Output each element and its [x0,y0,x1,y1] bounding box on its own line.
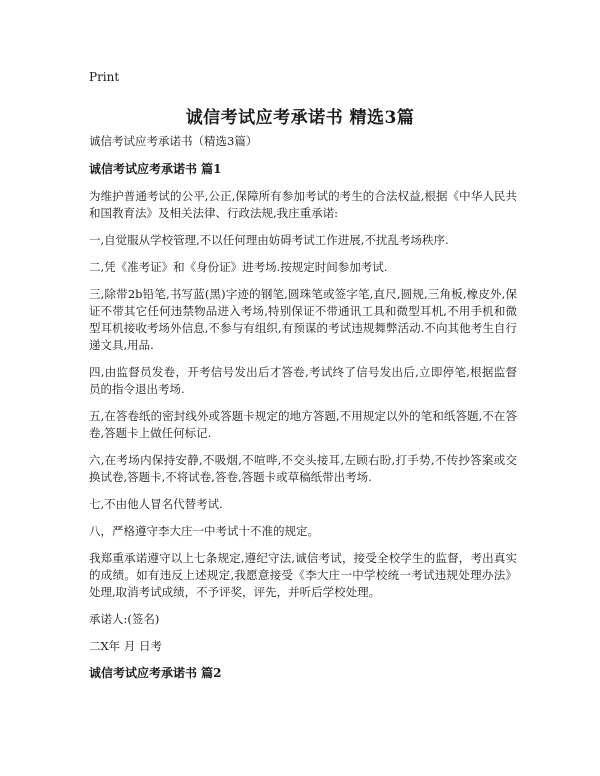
paragraph-rule-3: 三,除带2b铅笔,书写蓝(黑)字迹的钢笔,圆珠笔或签字笔,直尺,圆规,三角板,橡皮外,保证不带其它任何违禁物品进入考场,特别保证不带通讯工具和微型耳机,不用手机和微型耳机接收考场外信息,不参与有组织,有预谋的考试违规舞弊活动.不向其他考生自行递文具,用品. [89,287,517,352]
paragraph-rule-5: 五,在答卷纸的密封线外或答题卡规定的地方答题,不用规定以外的笔和纸答题,不在答卷,答题卡上做任何标记. [89,409,517,440]
page-title: 诚信考试应考承诺书 精选3篇 [185,108,415,128]
paragraph-rule-1: 一,自觉服从学校管理,不以任何理由妨碍考试工作进展,不扰乱考场秩序. [89,233,449,247]
paragraph-rule-2: 二,凭《准考证》和《身份证》进考场.按规定时间参加考试. [89,260,388,274]
paragraph-rule-6: 六,在考场内保持安静,不吸烟,不喧哗,不交头接耳,左顾右盼,打手势,不传抄答案或交换试卷,答题卡,不将试卷,答卷,答题卡或草稿纸带出考场. [89,453,517,484]
paragraph-signature: 承诺人:(签名) [89,612,160,626]
paragraph-date: 二X年 月 日考 [89,639,162,653]
document-subtitle: 诚信考试应考承诺书（精选3篇） [89,134,258,148]
print-link[interactable]: Print [89,70,120,84]
section-heading-1: 诚信考试应考承诺书 篇1 [89,162,222,176]
paragraph-rule-7: 七,不由他人冒名代替考试. [89,497,223,511]
document-body [89,133,517,692]
paragraph-rule-8: 八，严格遵守李大庄一中考试十不准的规定。 [89,524,319,538]
paragraph-pledge: 我郑重承诺遵守以上七条规定,遵纪守法,诚信考试，接受全校学生的监督，考出真实的成绩。如有违反上述规定,我愿意接受《李大庄一中学校统一考试违规处理办法》处理,取消考试成绩，不予评奖，评先，并听后学校处理。 [89,551,517,599]
section-heading-2: 诚信考试应考承诺书 篇2 [89,666,222,680]
paragraph-rule-4: 四,由监督员发卷，开考信号发出后才答卷,考试终了信号发出后,立即停笔,根据监督员的指令退出考场. [89,365,517,396]
paragraph-intro: 为维护普通考试的公平,公正,保障所有参加考试的考生的合法权益,根据《中华人民共和国教育法》及相关法律、行政法规,我庄重承诺: [89,189,517,220]
